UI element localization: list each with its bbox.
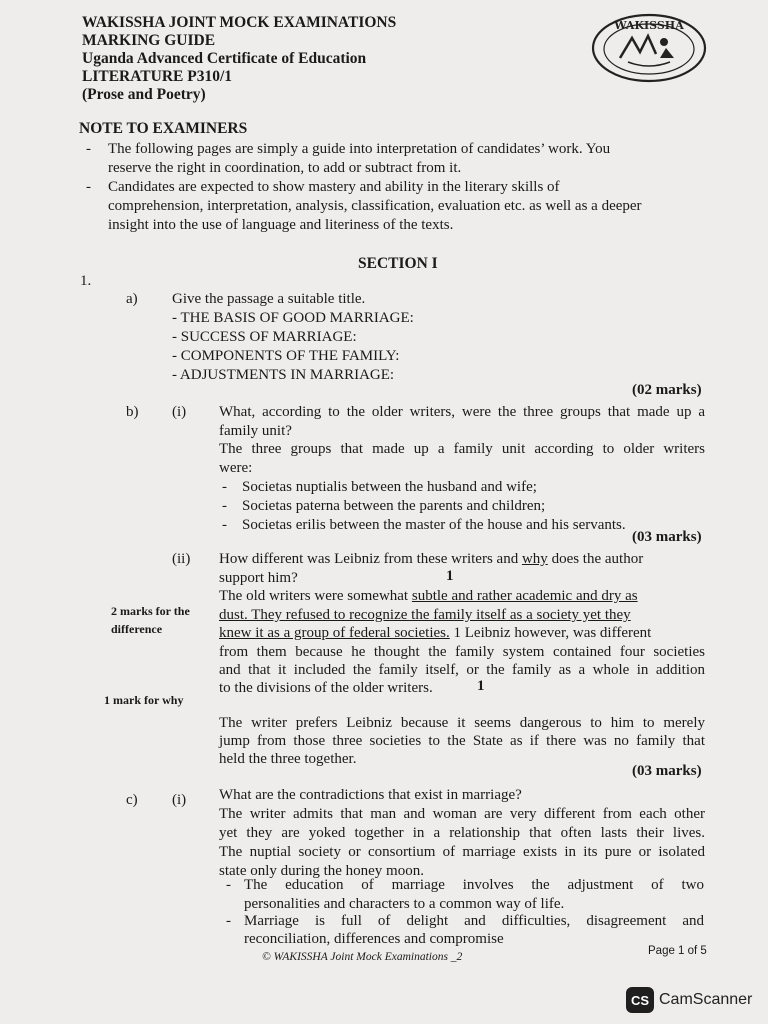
question-b-ii-why: why	[521, 551, 548, 567]
paper-subtitle: (Prose and Poetry)	[82, 86, 206, 103]
answer-text: 1 Leibniz however, was different	[449, 625, 652, 641]
page-number: Page 1 of 5	[648, 945, 707, 957]
margin-note-difference-2: difference	[111, 622, 163, 636]
question-a-label: a)	[126, 291, 138, 307]
margin-note-why: 1 mark for why	[104, 693, 184, 707]
question-b-ii-line-1	[219, 550, 705, 569]
answer-b-i-point-1: Societas nuptialis between the husband and wife;	[242, 479, 537, 495]
answer-c-bullet-1-line-1: The education of marriage involves the adjustment of two	[244, 877, 704, 893]
note-bullet-1-line-2: reserve the right in coordination, to add or subtract from it.	[108, 160, 462, 176]
logo-text: WAKISSHA	[614, 19, 684, 32]
answer-a-4: - ADJUSTMENTS IN MARRIAGE:	[172, 367, 395, 383]
note-bullet-2-line-2: comprehension, interpretation, analysis, classification, evaluation etc. as well as a deeper	[108, 198, 642, 214]
question-c-label: c)	[126, 792, 138, 808]
question-c-text: What are the contradictions that exist in marriage?	[219, 787, 522, 803]
answer-b-ii-line-1	[219, 587, 638, 606]
answer-a-3: - COMPONENTS OF THE FAMILY:	[172, 348, 400, 364]
bullet-dash: -	[226, 913, 231, 929]
answer-b-ii-line-6: to the divisions of the older writers.	[219, 680, 433, 696]
bullet-dash: -	[86, 141, 91, 157]
answer-c-bullet-1-line-2: personalities and characters to a common way of life.	[244, 896, 565, 912]
question-b-i-line-2: family unit?	[219, 423, 292, 439]
answer-c-bullet-2-line-2: reconciliation, differences and compromise	[244, 931, 504, 947]
answer-b-ii-line-5: and that it included the family itself, or the family as a whole in addition	[219, 662, 705, 678]
bullet-dash: -	[222, 498, 227, 514]
footer-copyright: © WAKISSHA Joint Mock Examinations _2	[262, 951, 463, 963]
camscanner-logo-icon: CS	[626, 987, 654, 1013]
note-bullet-2-line-3: insight into the use of language and literiness of the texts.	[108, 217, 454, 233]
answer-c-bullet-2-line-1: Marriage is full of delight and difficulties, disagreement and	[244, 913, 704, 929]
answer-b-i-intro-1: The three groups that made up a family unit according to older writers	[219, 441, 705, 457]
answer-b-i-point-2: Societas paterna between the parents and children;	[242, 498, 546, 514]
bullet-dash: -	[86, 179, 91, 195]
question-c-i-label: (i)	[172, 792, 187, 808]
answer-a-2: - SUCCESS OF MARRIAGE:	[172, 329, 357, 345]
camscanner-text: CamScanner	[659, 991, 753, 1008]
note-bullet-1-line-1: The following pages are simply a guide into interpretation of candidates’ work. You	[108, 141, 611, 157]
certificate-title: Uganda Advanced Certificate of Education	[82, 50, 367, 67]
question-b-ii-line-2: support him?	[219, 570, 298, 586]
guide-title: MARKING GUIDE	[82, 32, 216, 49]
answer-b-ii-why-3: held the three together.	[219, 751, 357, 767]
mark-annotation-2: 1	[477, 678, 485, 694]
answer-b-ii-line-3	[219, 624, 651, 643]
question-b-i-label: (i)	[172, 404, 187, 420]
bullet-dash: -	[226, 877, 231, 893]
paper-title: LITERATURE P310/1	[82, 68, 232, 85]
bullet-dash: -	[222, 479, 227, 495]
question-b-label: b)	[126, 404, 139, 420]
bullet-dash: -	[222, 517, 227, 533]
question-a-marks: (02 marks)	[632, 382, 702, 398]
section-title: SECTION I	[358, 255, 438, 272]
answer-a-1: - THE BASIS OF GOOD MARRIAGE:	[172, 310, 414, 326]
underlined-text: knew it as a group of federal societies.	[219, 625, 450, 641]
answer-b-ii-why-1: The writer prefers Leibniz because it seems dangerous to him to merely	[219, 715, 705, 731]
note-title: NOTE TO EXAMINERS	[79, 120, 248, 137]
answer-b-ii-why-2: jump from those three societies to the State as if there was no family that	[219, 733, 705, 749]
question-b-i-line-1: What, according to the older writers, were the three groups that made up a	[219, 404, 705, 420]
note-bullet-2-line-1: Candidates are expected to show mastery and ability in the literary skills of	[108, 179, 560, 195]
answer-c-line-4: state only during the honey moon.	[219, 863, 424, 879]
exam-title: WAKISSHA JOINT MOCK EXAMINATIONS	[82, 14, 397, 31]
question-b-ii-label: (ii)	[172, 551, 191, 567]
wakissha-logo-icon	[590, 12, 708, 84]
answer-c-line-2: yet they are yoked together in a relationship that often lasts their lives.	[219, 825, 705, 841]
underlined-text: subtle and rather academic and dry as	[411, 588, 638, 604]
mark-annotation-1: 1	[446, 568, 454, 584]
question-b-ii-text-a: How different was Leibniz from these writers and	[219, 551, 522, 567]
question-number: 1.	[80, 273, 92, 289]
margin-note-difference-1: 2 marks for the	[111, 604, 190, 618]
answer-c-line-3: The nuptial society or consortium of marriage exists in its pure or isolated	[219, 844, 705, 860]
answer-b-i-point-3: Societas erilis between the master of the house and his servants.	[242, 517, 626, 533]
question-a-text: Give the passage a suitable title.	[172, 291, 366, 307]
camscanner-watermark	[626, 986, 752, 1014]
answer-text: The old writers were somewhat	[219, 588, 412, 604]
answer-c-line-1: The writer admits that man and woman are very different from each other	[219, 806, 705, 822]
answer-b-i-intro-2: were:	[219, 460, 253, 476]
question-b-i-marks: (03 marks)	[632, 529, 702, 545]
question-b-ii-marks: (03 marks)	[632, 763, 702, 779]
question-b-ii-text-b: does the author	[547, 551, 644, 567]
answer-b-ii-line-4: from them because he thought the family system contained four societies	[219, 644, 705, 660]
answer-b-ii-line-2: dust. They refused to recognize the family itself as a society yet they	[219, 607, 631, 623]
